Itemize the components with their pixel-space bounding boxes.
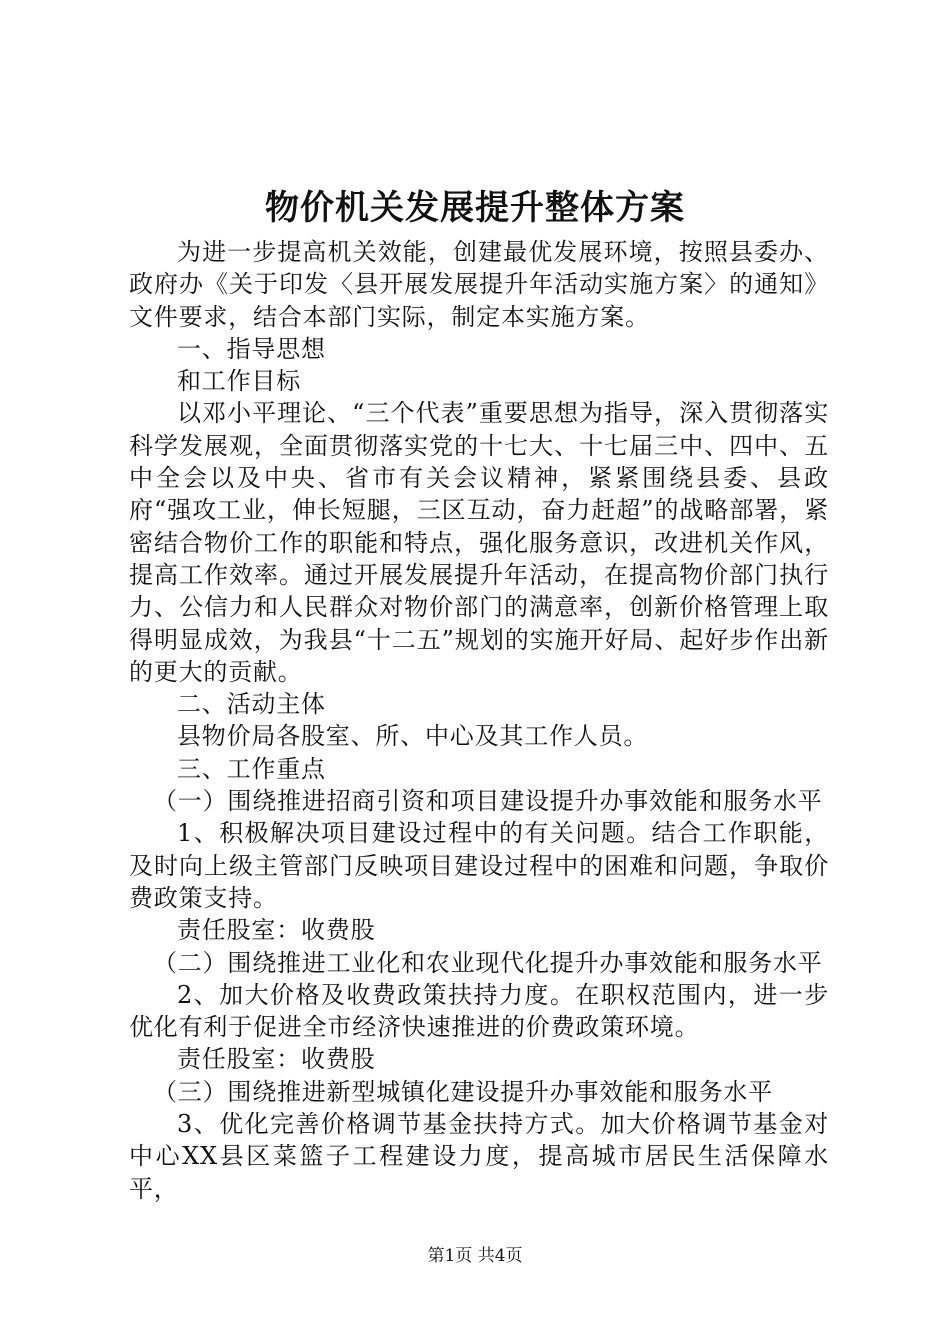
item-paragraph-1: 1、积极解决项目建设过程中的有关问题。结合工作职能，及时向上级主管部门反映项目建设过程中的困难和问题，争取价费政策支持。: [129, 819, 829, 912]
responsible-office-2: 责任股室：收费股: [177, 1045, 376, 1074]
section-heading-work-goal: 和工作目标: [177, 367, 301, 396]
intro-paragraph: 为进一步提高机关效能，创建最优发展环境，按照县委办、政府办《关于印发〈县开展发展提升年活动实施方案〉的通知》文件要求，结合本部门实际，制定本实施方案。: [129, 238, 829, 331]
subsection-heading-3: （三）围绕推进新型城镇化建设提升办事效能和服务水平: [153, 1077, 773, 1106]
responsible-office-1: 责任股室：收费股: [177, 916, 376, 945]
document-title: 物价机关发展提升整体方案: [265, 188, 685, 228]
page-footer: 第1页 共4页: [427, 1246, 523, 1266]
item-paragraph-3: 3、优化完善价格调节基金扶持方式。加大价格调节基金对中心XX县区菜篮子工程建设力度，提高城市居民生活保障水平，: [129, 1110, 829, 1203]
guiding-thought-paragraph: 以邓小平理论、“三个代表”重要思想为指导，深入贯彻落实科学发展观，全面贯彻落实党的十七大、十七届三中、四中、五中全会以及中央、省市有关会议精神，紧紧围绕县委、县政府“强攻工业，伸长短腿，三区互动，奋力赶超”的战略部署，紧密结合物价工作的职能和特点，强化服务意识，改进机关作风，提高工作效率。通过开展发展提升年活动，在提高物价部门执行力、公信力和人民群众对物价部门的满意率，创新价格管理上取得明显成效，为我县“十二五”规划的实施开好局、起好步作出新的更大的贡献。: [129, 399, 829, 686]
section-heading-guiding-thought: 一、指导思想: [177, 334, 326, 363]
item-paragraph-2: 2、加大价格及收费政策扶持力度。在职权范围内，进一步优化有利于促进全市经济快速推进的价费政策环境。: [129, 980, 829, 1042]
activity-subject-paragraph: 县物价局各股室、所、中心及其工作人员。: [177, 722, 649, 751]
subsection-heading-2: （二）围绕推进工业化和农业现代化提升办事效能和服务水平: [153, 948, 823, 977]
section-heading-activity-subject: 二、活动主体: [177, 690, 326, 719]
section-heading-work-focus: 三、工作重点: [177, 754, 326, 783]
document-body: [129, 236, 829, 1205]
subsection-heading-1: （一）围绕推进招商引资和项目建设提升办事效能和服务水平: [153, 787, 823, 816]
